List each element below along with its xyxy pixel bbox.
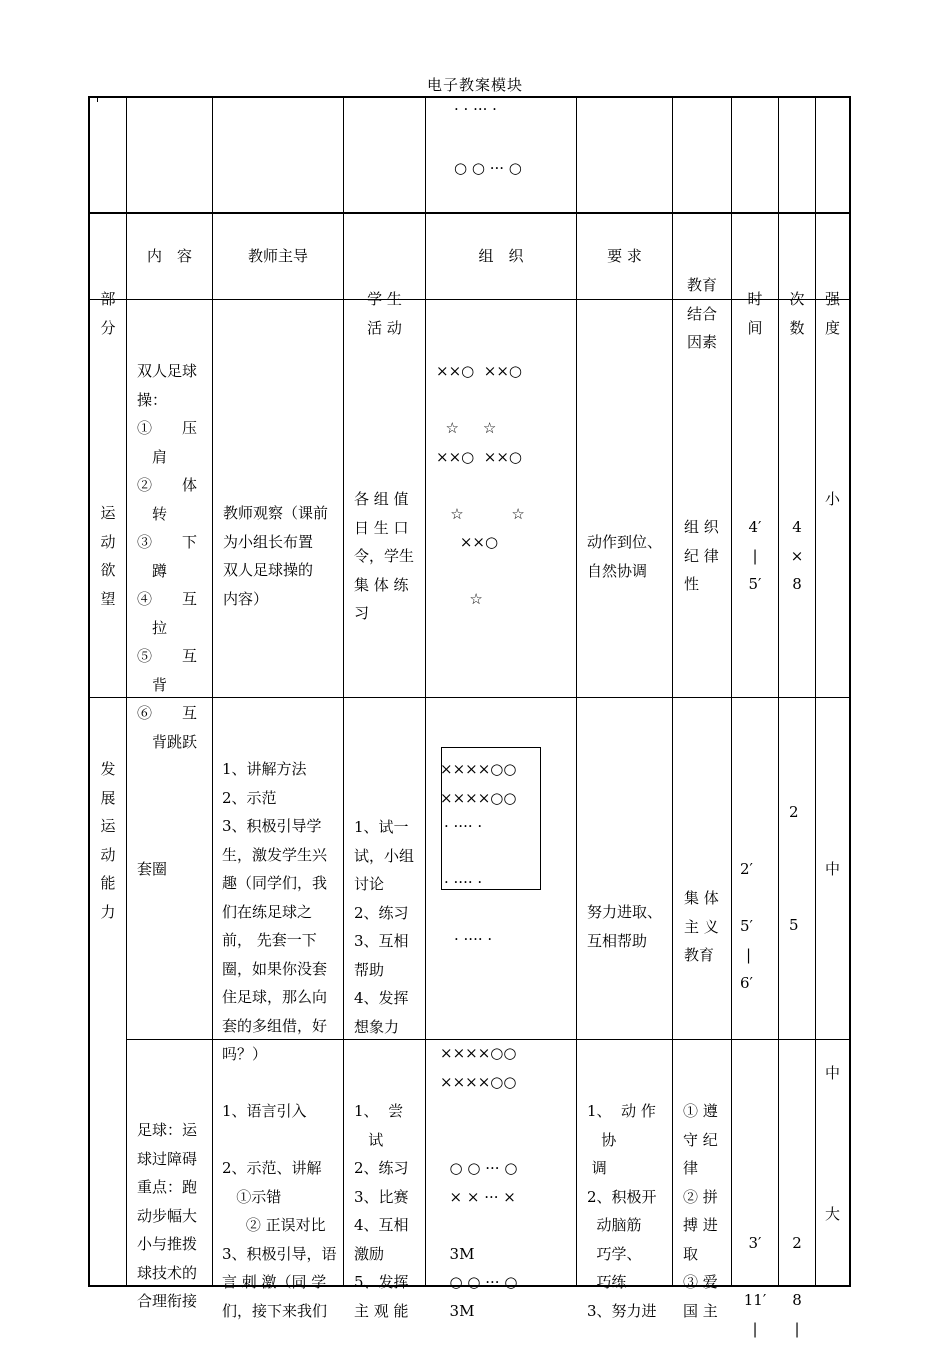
header-teacher: 教师主导 (247, 247, 308, 265)
org-dots-top: · · ··· · (454, 100, 497, 118)
row1-content: 双人足球 操： ① 压 肩 ② 体 转 ③ 下 蹲 ④ 互 拉 ⑤ 互 背 ⑥ 互 背跳跃 (137, 362, 198, 751)
row1-student: 各 组 值 日 生 口 令，学生 集 体 练 习 (354, 490, 415, 622)
table-right-border (849, 96, 851, 1287)
header-organization: 组 织 (478, 247, 524, 265)
header-part: 部 分 (100, 290, 116, 337)
row2-content: 套圈 (137, 860, 168, 878)
row2-student: 1、试一 试，小组 讨论 2、练习 3、互相 帮助 4、发挥 想象力 (354, 818, 415, 1036)
org-circles-top: ○ ○ ··· ○ (454, 159, 522, 177)
column-divider (212, 96, 213, 1287)
column-divider (97, 96, 98, 102)
row2-intensity: 中 (824, 860, 840, 878)
header-education-factors: 教育 结合 因素 (686, 276, 717, 351)
row3-education-factors: ① 遵 守 纪 律 ② 拼 搏 进 取 ③ 爱 国 主 (683, 1102, 718, 1320)
row2-education-factors: 集 体 主 义 教育 (684, 889, 719, 964)
row2-dots-below: · ···· · (454, 930, 493, 948)
row2-box-dots-1: · ···· · (444, 817, 483, 835)
row2-box-dots-2: · ···· · (444, 873, 483, 891)
row2-requirements: 努力进取、 互相帮助 (587, 903, 663, 950)
row1-requirements: 动作到位、 自然协调 (587, 533, 663, 580)
row3-student: 1、 尝 试 2、练习 3、比赛 4、互相 激励 5、发挥 主 观 能 (354, 1102, 409, 1320)
row2-organization-bottom: ××××○○ ××××○○ (440, 1044, 517, 1091)
row1-education-factors: 组 织 纪 律 性 (684, 518, 719, 593)
header-intensity: 强 度 (824, 290, 840, 337)
row3-count: 2 8 | (792, 1234, 802, 1338)
row3-teacher: 1、语言引入 2、示范、讲解 ①示错 ② 正误对比 3、积极引导，语 言 刺 激（同 学 们，接下来我们 (222, 1102, 337, 1320)
row2-part: 发 展 运 动 能 力 (100, 760, 116, 921)
row1-intensity: 小 (824, 490, 840, 508)
header-time: 时 间 (747, 290, 763, 337)
row3-content: 足球：运 球过障碍 重点：跑 动步幅大 小与推拨 球技术的 合理衔接 (137, 1121, 198, 1310)
header-requirements: 要 求 (607, 247, 642, 265)
page-header: 电子教案模块 (426, 76, 523, 94)
row2-organization-top: ××××○○ ××××○○ (440, 760, 517, 807)
row1-part: 运 动 欲 望 (100, 504, 116, 608)
row3-requirements: 1、 动 作 协 调 2、积极开 动脑筋 巧学、 巧练 3、努力进 (587, 1102, 657, 1320)
row2-teacher: 1、讲解方法 2、示范 3、积极引导学 生，激发学生兴 趣（同学们，我 们在练足球之 前， 先套一下 圈，如果你没套 住足球，那么向 套的多组借，好 吗？） (222, 760, 328, 1063)
row1-organization: ××○ ××○ ☆ ☆ ××○ ××○ ☆ ☆ ××○ ☆ (436, 362, 525, 608)
row3-intensity-top: 中 (824, 1064, 840, 1082)
column-divider (576, 96, 577, 1287)
row3-intensity-bottom: 大 (824, 1205, 840, 1223)
row3-time: 3′ 11′ | (743, 1234, 767, 1338)
row1-time: 4′ | 5′ (748, 518, 762, 593)
header-student: 学 生 活 动 (367, 290, 402, 337)
row1-count: 4 × 8 (790, 518, 804, 593)
column-divider (425, 96, 426, 1287)
column-divider (126, 96, 127, 1287)
row1-teacher: 教师观察（课前 为小组长布置 双人足球操的 内容） (223, 504, 329, 608)
header-content: 内 容 (146, 247, 192, 265)
header-count: 次 数 (789, 290, 805, 337)
row2-time: 2′ 5′ | 6′ (740, 860, 753, 992)
row2-count-top: 2 (789, 803, 799, 821)
row3-organization: ○ ○ ··· ○ × × ··· × 3M ○ ○ ··· ○ 3M (440, 1159, 518, 1320)
header-row-top-border (88, 212, 851, 214)
row2-count-bottom: 5 (789, 916, 799, 934)
